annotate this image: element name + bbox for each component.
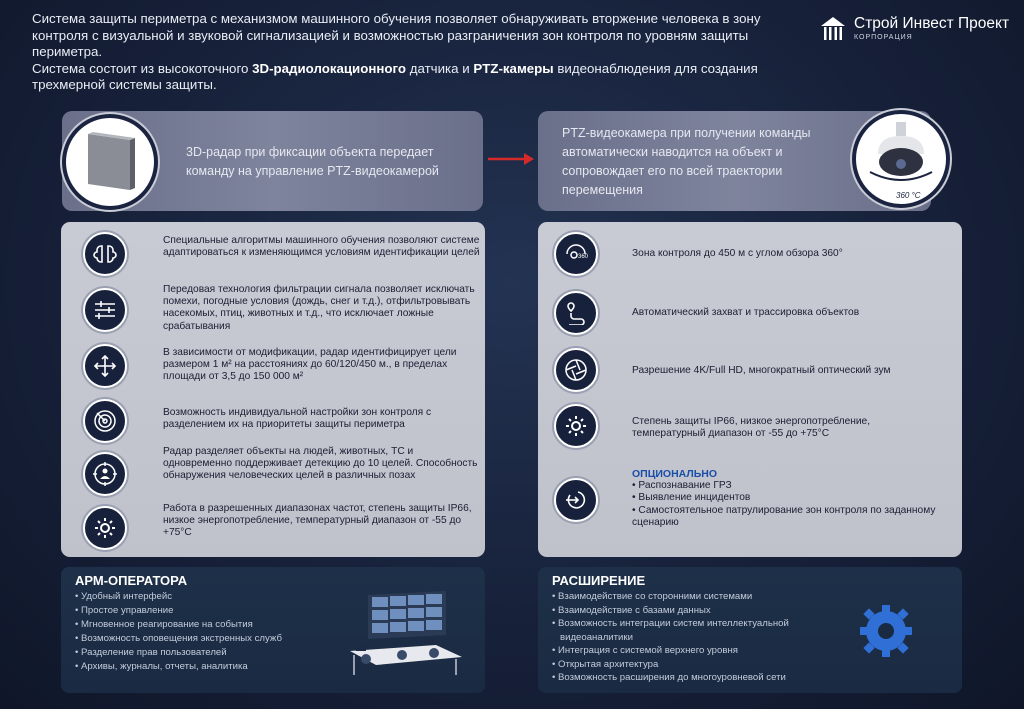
red-arrow-icon: [486, 151, 536, 167]
feature-text: Радар разделяет объекты на людей, животных, ТС и одновременно поддерживает детекцию до 10 целей. Способность обнаружения человеческих целей в различных позах: [163, 446, 478, 482]
list-item: • Возможность оповещения экстренных служб: [75, 633, 282, 644]
ptz-camera-image: [852, 110, 950, 208]
extension-panel: [538, 567, 962, 693]
ext-list: [552, 590, 789, 685]
list-item: • Простое управление: [75, 605, 174, 616]
list-item: видеоаналитики: [560, 631, 633, 643]
list-item: [538, 404, 962, 448]
camera-features-panel: [538, 222, 962, 557]
feature-text: Возможность индивидуальной настройки зон контроля с разделением их на приоритеты защиты периметра: [163, 407, 432, 431]
list-item: [61, 232, 485, 276]
arm-list: [75, 590, 282, 674]
radar-panel-icon: [80, 130, 140, 194]
list-item: • Взаимодействие со сторонними системами: [552, 591, 753, 602]
operator-workstation-panel: [61, 567, 485, 693]
intro-line-1: Система защиты периметра с механизмом машинного обучения позволяет обнаруживать вторжение человека в зону контроля с визуальной и звуковой сигнализацией и возможностью разграничения зон контроля по уровням защиты периметра.: [32, 11, 761, 59]
list-item: • Мгновенное реагирование на события: [75, 619, 253, 630]
list-item: [538, 232, 962, 276]
optional-item: • Выявление инцидентов: [632, 492, 751, 504]
radar-device-image: [62, 114, 158, 210]
feature-text: Зона контроля до 450 м с углом обзора 360°: [632, 248, 843, 259]
arrows-icon: [83, 344, 127, 388]
list-item: [538, 348, 962, 392]
svg-text:360: 360: [578, 254, 588, 260]
optional-title: ОПЦИОНАЛЬНО: [632, 468, 718, 480]
camera-card-text: PTZ-видеокамера при получении команды автоматически наводится на объект и сопровождает его по всей траектории перемещения: [562, 126, 811, 197]
optional-text: [632, 468, 942, 529]
optional-block: [538, 468, 962, 534]
list-item: • Интеграция с системой верхнего уровня: [552, 645, 738, 656]
company-logo: [818, 14, 1018, 44]
feature-text: Работа в разрешенных диапазонах частот, степень защиты IP66, низкое энергопотребление, температурный диапазон от -55 до +75°С: [163, 503, 472, 539]
list-item: [61, 399, 485, 443]
logo-subtitle: КОРПОРАЦИЯ: [854, 34, 913, 41]
process-icon: [554, 478, 598, 522]
feature-text: Разрешение 4K/Full HD, многократный оптический зум: [632, 365, 891, 376]
list-item: • Удобный интерфейс: [75, 591, 173, 602]
logo-icon: [818, 14, 848, 44]
optional-item: • Самостоятельное патрулирование зон контроля по заданному сценарию: [632, 504, 936, 528]
blue-gears-icon: [848, 589, 928, 669]
list-item: • Возможность расширения до многоуровневой сети: [552, 672, 786, 683]
route-icon: [554, 291, 598, 335]
intro-line-2: Система состоит из высокоточного 3D-радиолокационного датчика и PTZ-камеры видеонаблюдения для создания трехмерной системы защиты.: [32, 60, 758, 92]
intro-text: [32, 11, 802, 94]
radar-card-text: 3D-радар при фиксации объекта передает команду на управление PTZ-видеокамерой: [186, 145, 439, 178]
feature-text: Автоматический захват и трассировка объектов: [632, 307, 860, 318]
target-person-icon: [83, 452, 127, 496]
brain-icon: [83, 232, 127, 276]
sliders-icon: [83, 288, 127, 332]
feature-text: Степень защиты IP66, низкое энергопотребление, температурный диапазон от -55 до +75°С: [632, 416, 871, 440]
list-item: • Взаимодействие с базами данных: [552, 604, 711, 616]
aperture-icon: [554, 348, 598, 392]
gear-icon: [83, 506, 127, 550]
list-item: [538, 291, 962, 335]
logo-name: Строй Инвест Проект: [854, 15, 1010, 32]
ext-title: РАСШИРЕНИЕ: [552, 573, 646, 588]
list-item: • Открытая архитектура: [552, 658, 659, 670]
list-item: • Возможность интеграции систем интеллектуальной: [552, 618, 789, 629]
optional-item: • Распознавание ГРЗ: [632, 480, 732, 492]
rotation-badge: 360 °С: [896, 191, 921, 200]
list-item: • Разделение прав пользователей: [75, 647, 227, 658]
camera-360-icon: [554, 232, 598, 276]
radar-icon: [83, 399, 127, 443]
feature-text: Специальные алгоритмы машинного обучения позволяют системе адаптироваться к изменяющимся условиям идентификации целей: [163, 235, 480, 259]
list-item: [61, 503, 485, 550]
list-item: [61, 446, 485, 496]
list-item: [61, 344, 485, 388]
feature-text: В зависимости от модификации, радар идентифицирует цели размером 1 м² на расстояниях до 60/120/450 м., в пределах площади от 3,5 до 150 000 м²: [163, 347, 457, 383]
arm-title: АРМ-ОПЕРАТОРА: [75, 573, 188, 588]
list-item: • Архивы, журналы, отчеты, аналитика: [75, 661, 248, 672]
feature-text: Передовая технология фильтрации сигнала позволяет исключать помехи, погодные условия (дождь, снег и т.д.), отфильтровывать насекомых, птиц, животных и т.д., что исключает ложные срабатывания: [163, 284, 475, 332]
control-room-illustration: [346, 589, 466, 679]
radar-features-panel: [61, 222, 485, 557]
list-item: [61, 284, 485, 332]
gear-icon: [554, 404, 598, 448]
